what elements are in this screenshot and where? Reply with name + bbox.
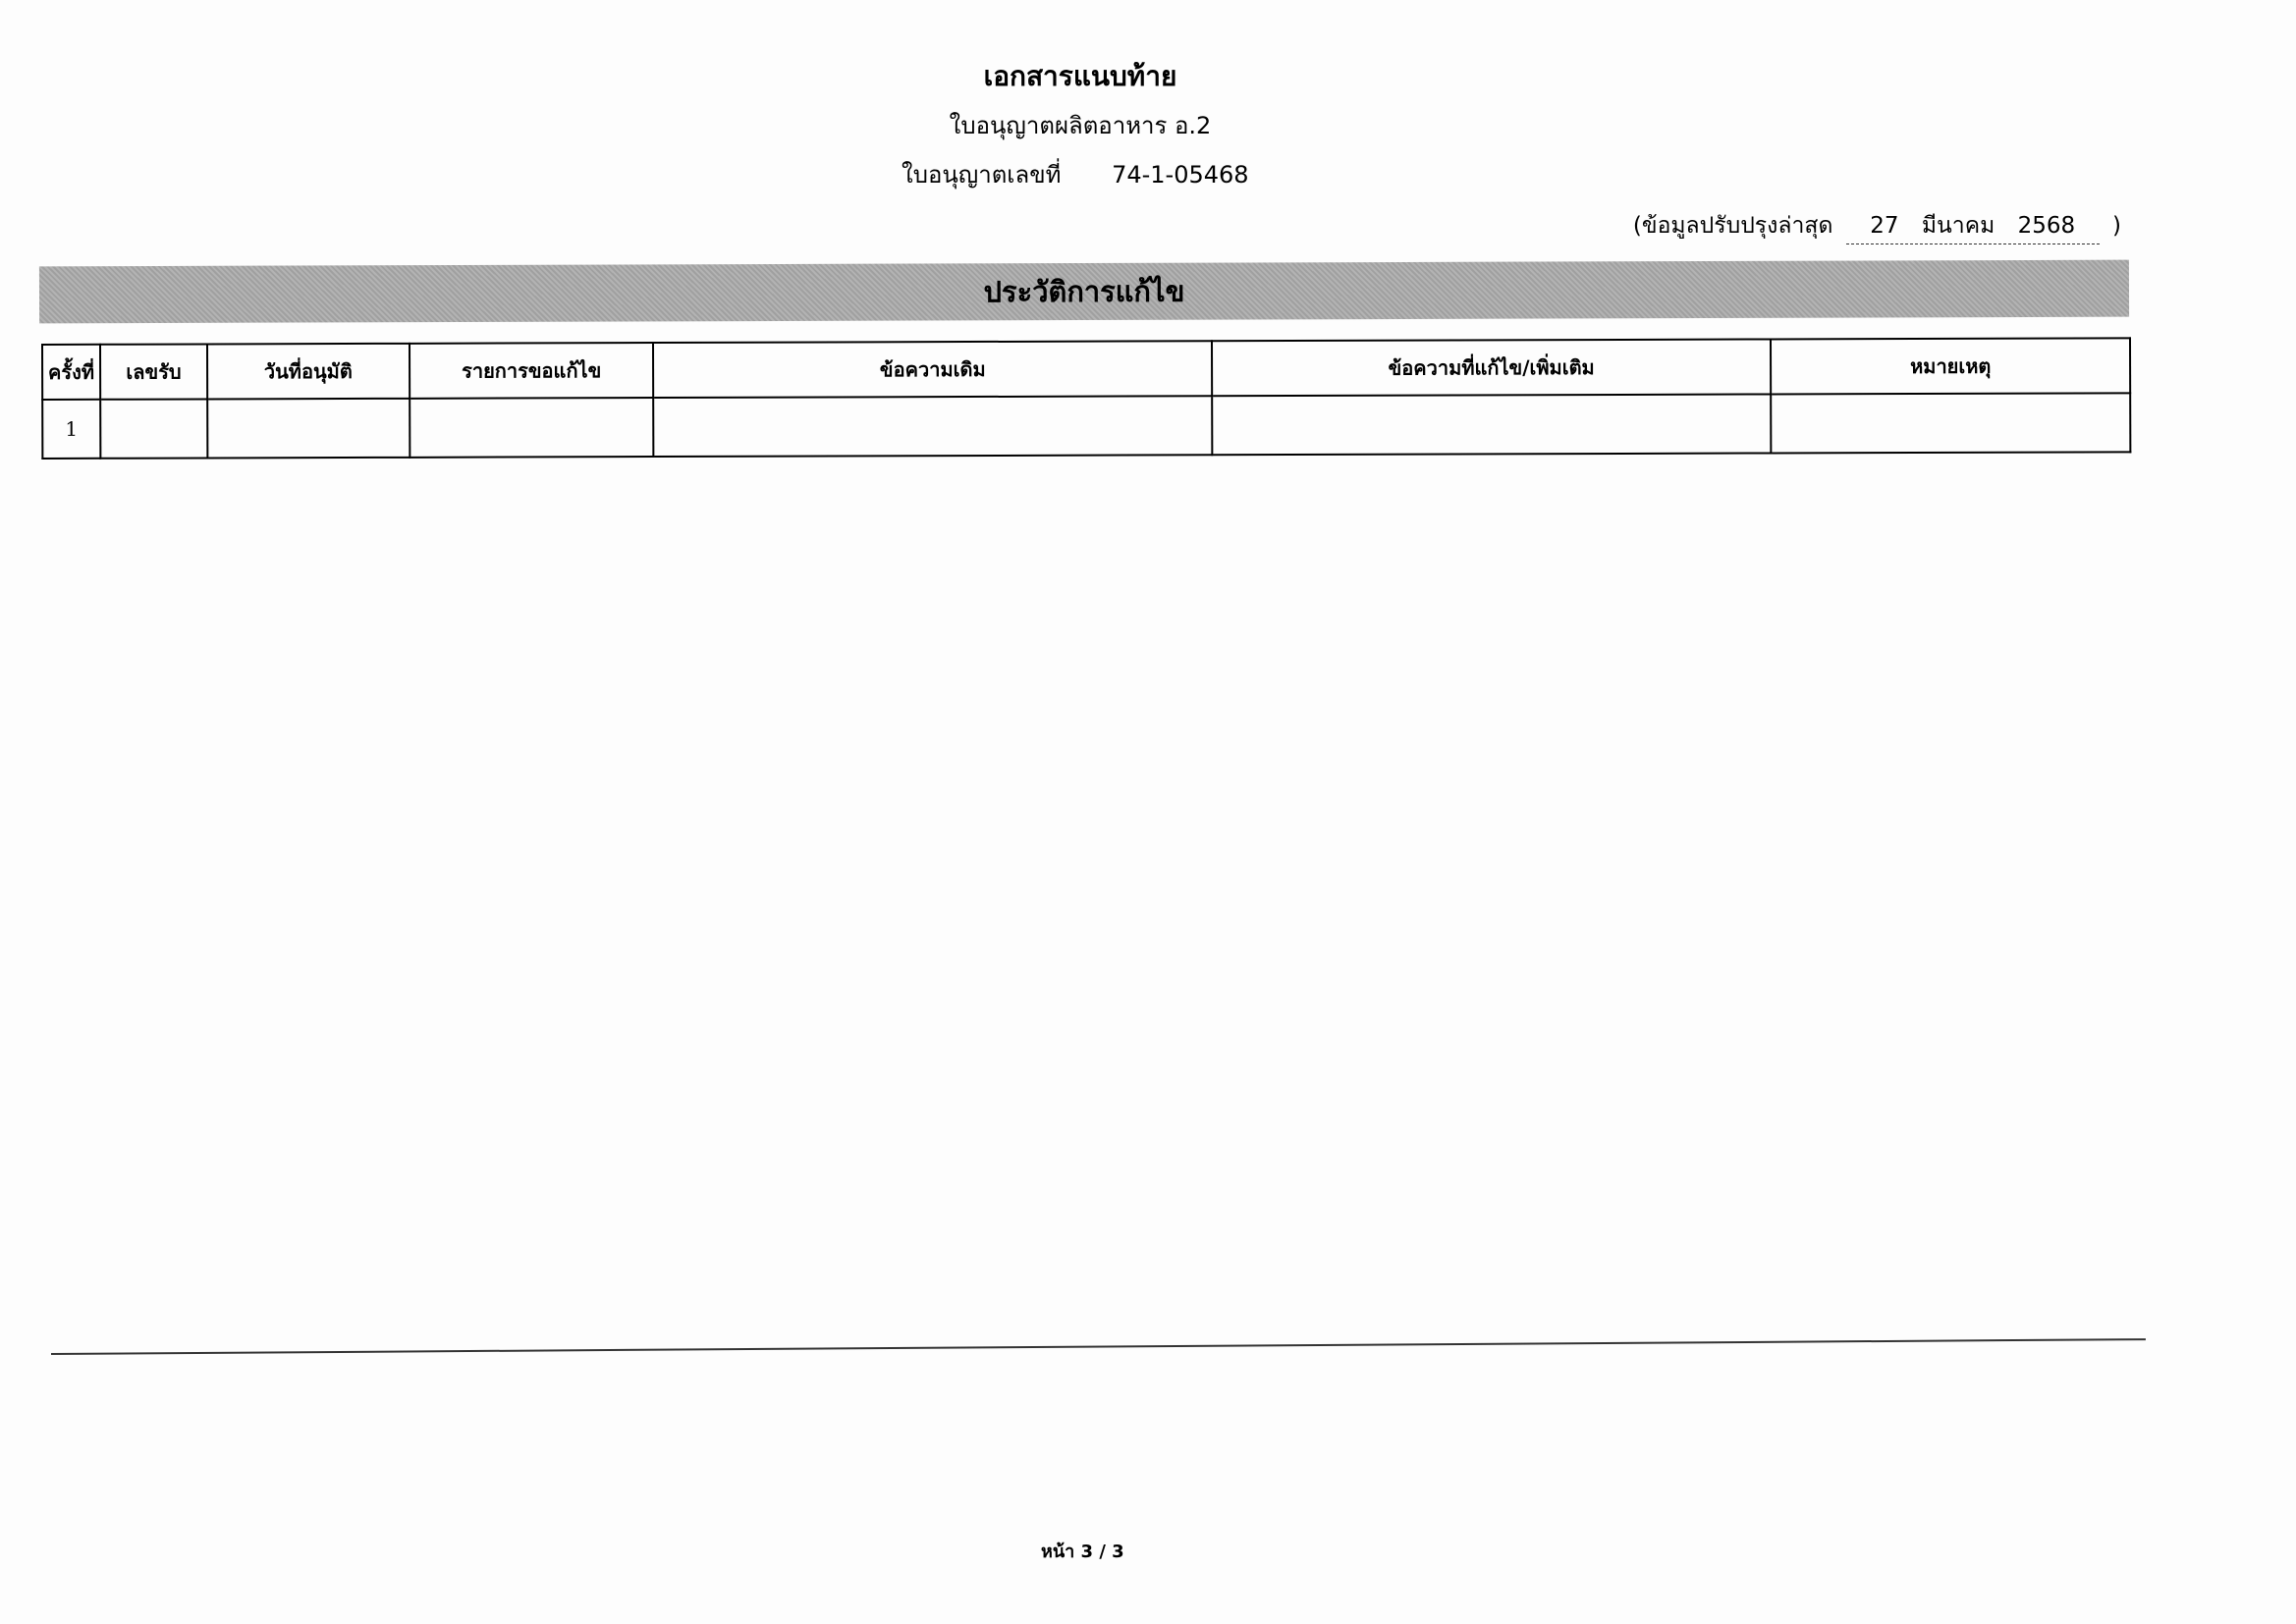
column-header: วันที่อนุมัติ [207, 344, 410, 400]
table-cell-original-text [654, 396, 1213, 457]
revision-history-table [41, 337, 2131, 460]
column-header: ข้อความเดิม [653, 341, 1212, 398]
column-header: เลขรับ [100, 344, 207, 399]
last-updated-date [1846, 208, 2100, 244]
section-title: ประวัติการแก้ไข [983, 274, 1185, 309]
last-updated-month: มีนาคม [1921, 213, 1995, 239]
document-title: เอกสารแนบท้าย [983, 60, 1177, 92]
table-cell-approval-date [207, 399, 410, 459]
table-cell-receipt-no [100, 399, 207, 458]
last-updated-line [1633, 208, 2121, 244]
section-title-bar [39, 260, 2129, 324]
license-number-line [902, 155, 1249, 193]
table-cell-request-item [410, 398, 654, 458]
last-updated-day: 27 [1870, 213, 1899, 239]
table-cell-remarks [1771, 393, 2130, 453]
column-header: ข้อความที่แก้ไข/เพิ่มเติม [1212, 339, 1772, 396]
table-row [42, 393, 2130, 459]
table-cell-amended-text [1212, 394, 1772, 455]
license-number: 74-1-05468 [1112, 161, 1249, 189]
column-header: ครั้งที่ [42, 345, 100, 400]
document-subtitle: ใบอนุญาตผลิตอาหาร อ.2 [949, 112, 1212, 139]
table-cell-round: 1 [42, 400, 100, 459]
license-label: ใบอนุญาตเลขที่ [902, 161, 1062, 189]
last-updated-year: 2568 [2017, 213, 2076, 239]
page-number: หน้า 3 / 3 [1041, 1542, 1124, 1562]
last-updated-label: (ข้อมูลปรับปรุงล่าสุด [1632, 213, 1833, 239]
column-header: รายการขอแก้ไข [410, 343, 654, 399]
table-header-row [42, 338, 2130, 400]
last-updated-close: ) [2112, 213, 2121, 239]
column-header: หมายเหตุ [1771, 338, 2130, 394]
footer-divider [51, 1338, 2146, 1355]
